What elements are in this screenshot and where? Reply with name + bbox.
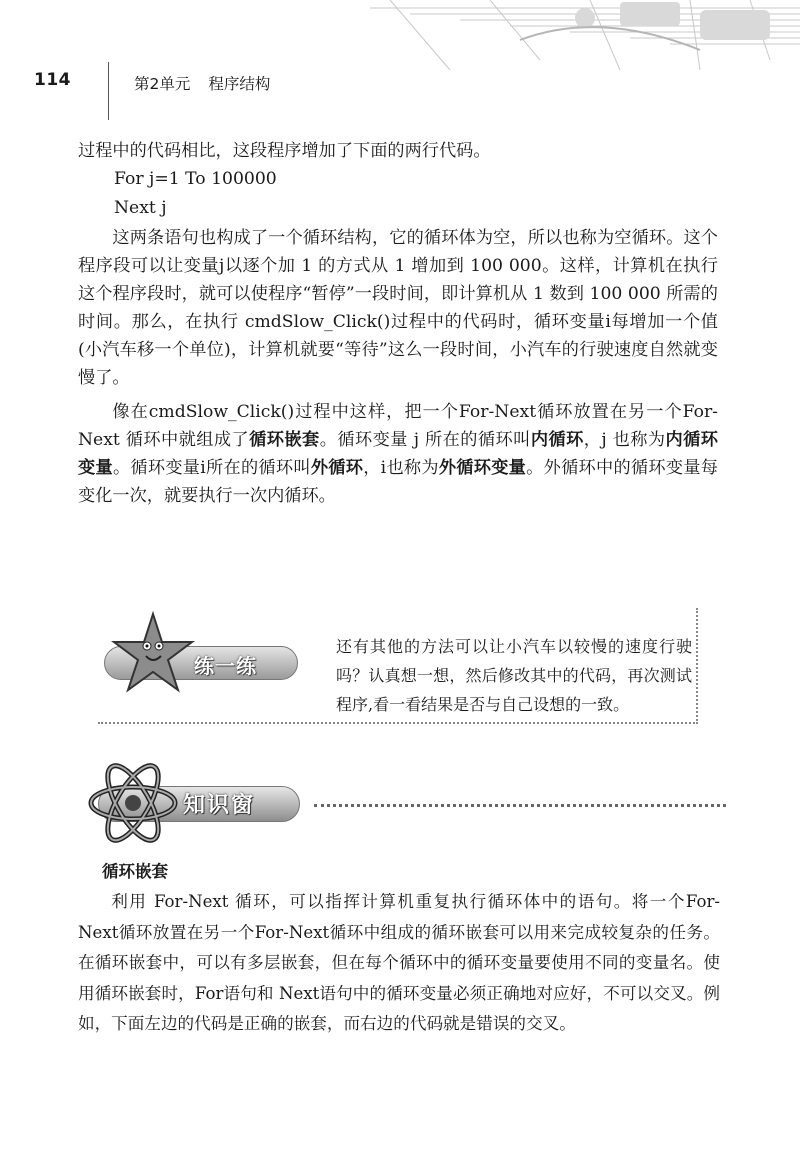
- paragraph-nested-loop: [78, 398, 718, 510]
- text-run: 。循环变量i所在的循环叫: [112, 458, 311, 478]
- text-run: 像在cmdSlow_Click()过程中这样，把一个For-Next循环放置在另一个For-Next 循环中就组成了: [78, 402, 718, 450]
- running-head: [134, 72, 270, 94]
- paragraph-continuation: 过程中的代码相比，这段程序增加了下面的两行代码。: [78, 141, 491, 161]
- practice-text: 还有其他的方法可以让小汽车以较慢的速度行驶吗？认真想一想，然后修改其中的代码，再次测试程序,看一看结果是否与自己设想的一致。: [336, 637, 692, 714]
- knowledge-window-header: [78, 748, 728, 848]
- practice-box: [92, 608, 700, 728]
- text-run: 。外循环中的循环变量每变化一次，就要执行一次内循环。: [78, 458, 718, 506]
- knowledge-paragraph: 利用 For-Next 循环，可以指挥计算机重复执行循环体中的语句。将一个For- Next循环放置在另一个For-Next循环中组成的循环嵌套可以用来完成较复杂的任务。在循环嵌套中，可以有多层嵌套，但在每个循环中的循环变量要使用不同的变量名。使用循环嵌套时，For语句和 Next语句中的循环变量必须正确地对应好，不可以交叉。例如，下面左边的代码是正确的嵌套，而右边的代码就是错误的交叉。: [78, 892, 720, 1033]
- term-inner-loop-variable: 内循环变量: [78, 430, 718, 478]
- star-mascot-icon: [108, 608, 198, 698]
- main-text: [78, 137, 718, 510]
- unit-label: 第2单元: [134, 75, 191, 93]
- knowledge-label: 知识窗: [183, 793, 256, 818]
- code-line-for: For j=1 To 100000: [114, 169, 277, 189]
- dotted-rule: [314, 804, 726, 807]
- header-divider: [108, 62, 109, 120]
- term-outer-loop-variable: 外循环变量: [438, 458, 527, 478]
- text-run: ，j 也称为: [583, 430, 666, 450]
- text-run: 。循环变量 j 所在的循环叫: [319, 430, 531, 450]
- term-outer-loop: 外循环: [310, 458, 364, 478]
- chapter-title: 程序结构: [208, 75, 271, 93]
- practice-label: 练一练: [194, 654, 257, 678]
- decorative-corner-illustration: [370, 0, 800, 70]
- page-number: 114: [34, 70, 71, 90]
- section-title: 循环嵌套: [102, 862, 168, 881]
- knowledge-text: [78, 887, 720, 1040]
- code-line-next: Next j: [114, 198, 167, 218]
- text-run: ，i也称为: [363, 458, 439, 478]
- paragraph-empty-loop: 这两条语句也构成了一个循环结构，它的循环体为空，所以也称为空循环。这个程序段可以让变量j以逐个加 1 的方式从 1 增加到 100 000。这样，计算机在执行这个程序段时，就可以使程序“暂停”一段时间，即计算机从 1 数到 100 000 所需的时间。那么，在执行 cmdSlow_Click()过程中的代码时，循环变量i每增加一个值(小汽车移一个单位)，计算机就要“等待”这么一段时间，小汽车的行驶速度自然就变慢了。: [78, 228, 718, 388]
- term-nested-loop: 循环嵌套: [249, 430, 320, 450]
- term-inner-loop: 内循环: [530, 430, 584, 450]
- atom-icon: [78, 748, 188, 858]
